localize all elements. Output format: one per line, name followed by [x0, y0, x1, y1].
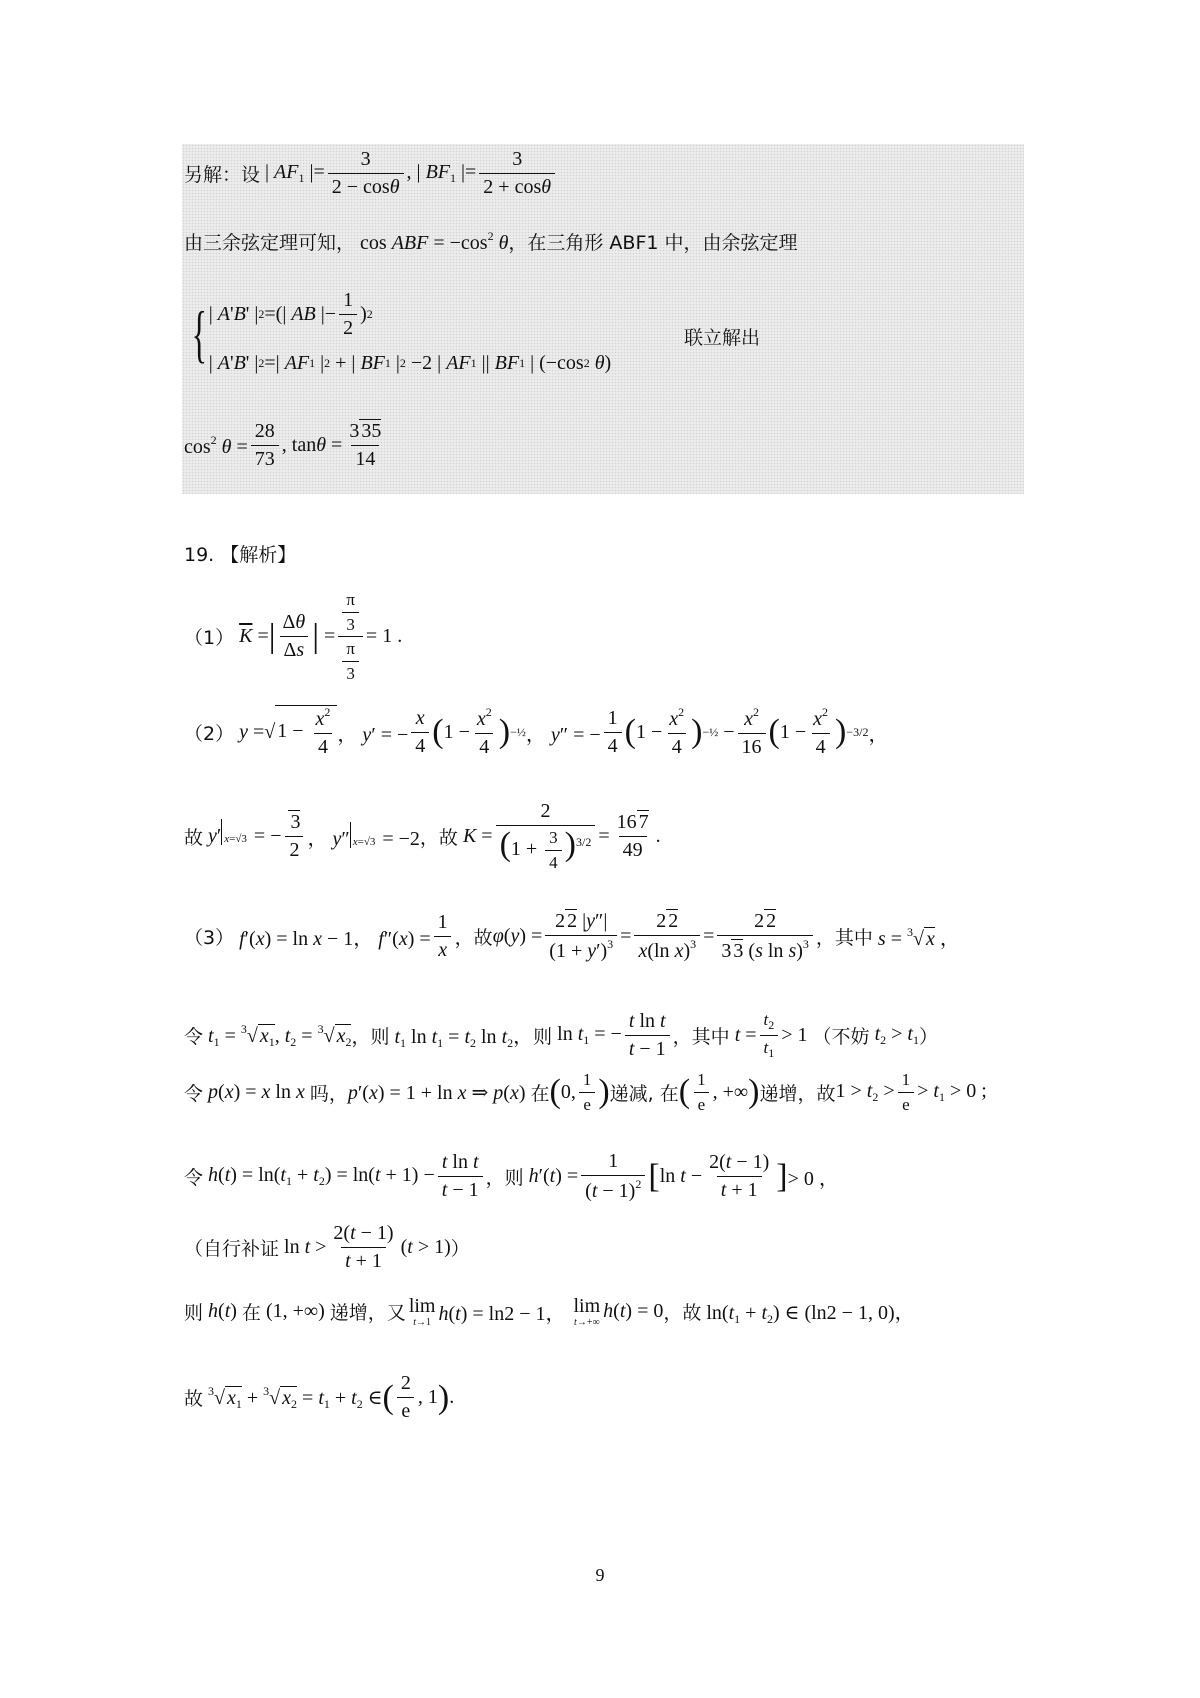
part-2-curvature: 故 y′ x=√3 = − $\frac{3}{2}$ ， y″ x=√3 = −2 ，故 K = 2 (1 + $\frac{3}{4}$ )$^{3/2}$ = $\frac{16 7}{49}$ . [184, 800, 661, 872]
alt-solution-line-1: 另解：设 | $AF_1$ |= $\frac{3}{2 - \cos\theta}$ , | $BF_1$ |= $\frac{3}{2 + \cos\theta}$ [184, 148, 558, 199]
part-3-limits: 则 h(t) 在 (1, +∞) 递增，又 lim t→1 h(t) = ln2 − 1， lim t→+∞ h(t) = 0 ，故 $\ln(t_1 + t_2)$ ∈ (ln2 − 1, 0)， [184, 1295, 915, 1328]
alt-solution-line-2: 由三余弦定理可知， cos ABF = $-\cos^2$ θ ，在三角形 ABF1 中，由余弦定理 [184, 228, 798, 254]
problem-19-heading: 19. 【解析】 [184, 544, 297, 566]
part-3-substitution: 令 $t_1 = ^3√$ $x_1$, $t_2 = ^3√$ $x_2$ ，则 $t_1$ $\ln t_1 = t_2$ $\ln t_2$， 则 $\ln t_1$ = − $\frac{\text{t ln t}}{t - 1}$ ，其中 t = $\frac{t_2}{t_1}$ > 1 （不妨 $t_2 > t_1$ ） [184, 1010, 938, 1060]
part-1: （1） $\overline{K}$ = | $\frac{\Delta\theta}{\Delta s}$ | = $\frac{\frac{\pi}{3}}{\frac{\pi}{3}}$ = 1 . [184, 590, 403, 683]
part-3-lemma: （自行补证 ln t > $\frac{2(t - 1)}{t + 1}$ (t > 1) ） [184, 1222, 470, 1272]
equation-system: { | A ' B ' | 2 =(| AB |− $\frac{1}{2}$ ) 2 | A ' B ' | 2 =| AF 1 | 2 + | BF 1 | 2 −2 | AF 1 || BF 1 | (−cos 2 θ ) [191, 288, 612, 374]
part-3-function: （3） f′(x) = ln x − 1， f″(x) = $\frac{1}{x}$ ，故 φ(y) = $\frac{2 2 |y''|}{(1 + y')^3}$ = $\frac{2 2}{x(\ln x)^3}$ = $\frac{2 2}{3 3 (s \ln s)^3}$ ，其中 s = $^3$√ x ， [184, 910, 960, 962]
final-answer: 故 $^3$√ $x_1 + ^3√$ $x_2 = t_1 + t_2$ ∈ ( $\frac{2}{e}$ , 1 ) . [184, 1372, 455, 1422]
page-number: 9 [595, 1565, 605, 1585]
part-3-monotonicity: 令 p(x) = x ln x 吗， p′(x) = 1 + ln x ⇒ p(x) 在 ( 0, $\frac{1}{e}$ ) 递减, 在 ( $\frac{1}{e}$ , +∞ ) 递增，故 $1 > t_2$ > $\frac{1}{e}$ > $t_1 > 0$ ; [184, 1070, 987, 1114]
part-2-derivatives: （2） y = √ 1 − $\frac{x^2}{4}$ ， y′ = − $\frac{x}{4}$ ( 1 − $\frac{x^2}{4}$ ) −½ ， y″ = − $\frac{1}{4}$ ( 1 − $\frac{x^2}{4}$ ) −½ − $\frac{x^2}{16}$ ( 1 − $\frac{x^2}{4}$ ) −3/2 ， [184, 704, 889, 758]
alt-solution-result: $\cos^2 \theta$ = $\frac{28}{73}$ , tanθ = $\frac{3 35}{14}$ [184, 420, 382, 470]
system-note: 联立解出 [684, 327, 761, 349]
part-3-h-function: 令 $h(t) = \ln(t_1 + t_2) = \ln(t + 1)$ − $\frac{\text{t ln t}}{t - 1}$ ，则 h′(t) = $\frac{1}{(t - 1)^2}$ [ ln t − $\frac{2(t - 1)}{t + 1}$ ] > 0 ， [184, 1150, 839, 1202]
